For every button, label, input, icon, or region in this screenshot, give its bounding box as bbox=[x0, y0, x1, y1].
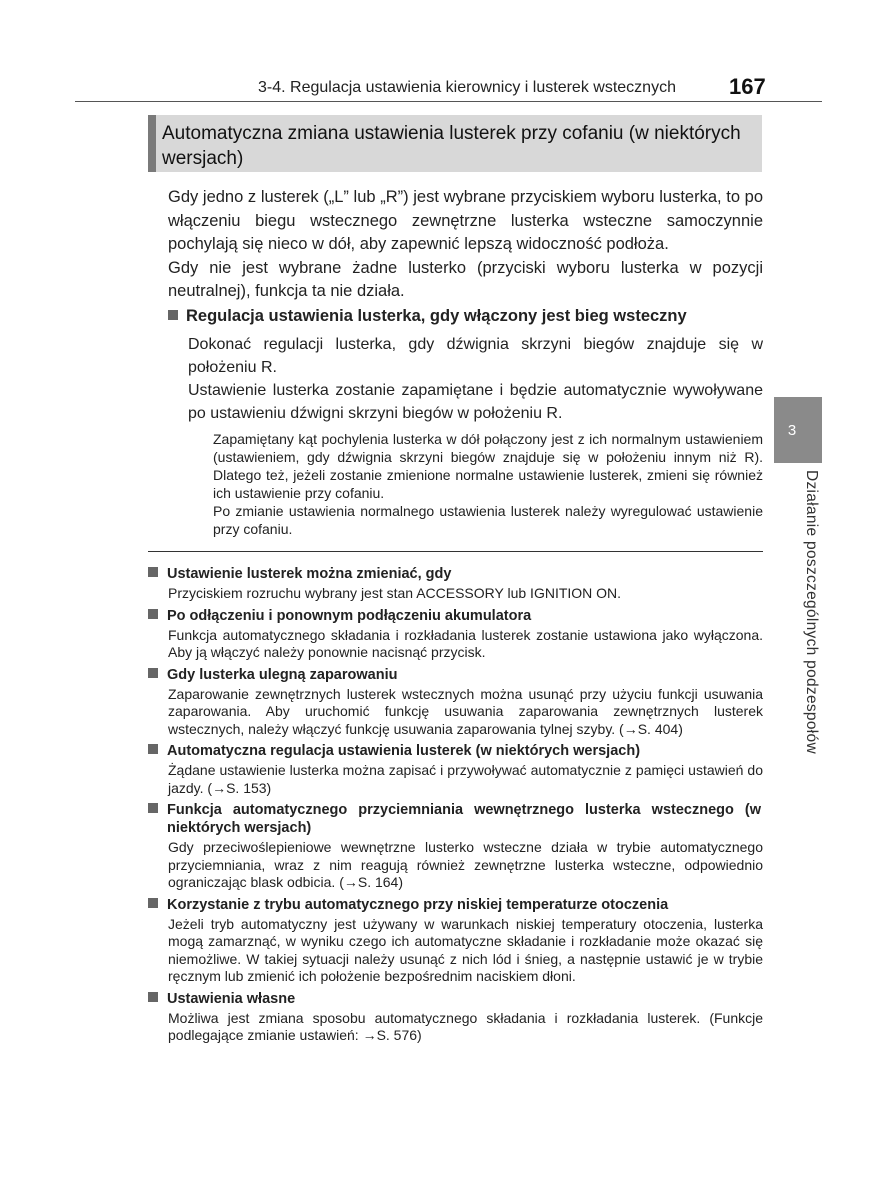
subsection-paragraph-1: Dokonać regulacji lusterka, gdy dźwignia skrzyni biegów znajduje się w położeniu R. bbox=[188, 336, 763, 376]
note-item bbox=[148, 607, 763, 662]
section-title-accent bbox=[148, 115, 156, 172]
note-item bbox=[148, 666, 763, 739]
note-item bbox=[148, 990, 763, 1045]
note-body: Możliwa jest zmiana sposobu automatycznego składania i rozkładania lusterek. (Funkcje podlegające zmianie ustawień: →S. 576) bbox=[168, 1009, 763, 1043]
note-heading bbox=[148, 666, 763, 684]
square-bullet-icon bbox=[148, 744, 158, 754]
square-bullet-icon bbox=[148, 898, 158, 908]
note-heading-text: Ustawienie lusterek można zmieniać, gdy bbox=[167, 566, 452, 582]
note-heading bbox=[148, 565, 763, 583]
note-heading bbox=[148, 896, 763, 914]
subsection-note bbox=[213, 430, 763, 538]
section-divider bbox=[148, 551, 763, 552]
note-heading-text: Korzystanie z trybu automatycznego przy niskiej temperaturze otoczenia bbox=[167, 896, 669, 913]
note-heading-text: Ustawienia własne bbox=[167, 990, 296, 1007]
note-heading-text: Po odłączeniu i ponownym podłączeniu akumulatora bbox=[167, 607, 532, 624]
notes-list bbox=[148, 565, 763, 1049]
subsection-note-2: Po zmianie ustawienia normalnego ustawienia lusterek należy wyregulować ustawienie przy cofaniu. bbox=[213, 503, 763, 537]
intro-text bbox=[168, 186, 763, 304]
note-heading-text: Automatyczna regulacja ustawienia lusterek (w niektórych wersjach) bbox=[167, 743, 641, 759]
note-item bbox=[148, 896, 763, 986]
note-item bbox=[148, 801, 763, 892]
subsection-heading-text: Regulacja ustawienia lusterka, gdy włączony jest bieg wsteczny bbox=[186, 307, 687, 325]
note-item bbox=[148, 742, 763, 797]
note-heading-text: Gdy lusterka ulegną zaparowaniu bbox=[167, 666, 398, 683]
note-heading bbox=[148, 607, 763, 625]
subsection-body bbox=[188, 333, 763, 425]
square-bullet-icon bbox=[148, 609, 158, 619]
square-bullet-icon bbox=[148, 668, 158, 678]
square-bullet-icon bbox=[148, 992, 158, 1002]
note-item bbox=[148, 565, 763, 603]
note-body: Jeżeli tryb automatyczny jest używany w warunkach niskiej temperatury otoczenia, lusterka mogą zamarznąć, w wyniku czego ich automatyczne składanie i rozkładanie może okazać się niemożliwe. W takiej sytuacji należy usunąć z nich lód i śnieg, a następnie ustawić je w trybie ręcznym lub zmienić ich położenie bezpośrednim naciskiem dłoni. bbox=[168, 915, 763, 984]
note-heading bbox=[148, 801, 763, 837]
chapter-tab bbox=[774, 397, 822, 463]
note-body: Żądane ustawienie lusterka można zapisać i przywoływać automatycznie z pamięci ustawień do jazdy. (→S. 153) bbox=[168, 762, 763, 796]
intro-paragraph-1: Gdy jedno z lusterek („L” lub „R”) jest wybrane przyciskiem wyboru lusterka, to po włączeniu biegu wstecznego zewnętrzne lusterka wsteczne samoczynnie pochylają się nieco w dół, aby zapewnić lepszą widoczność podłoża. bbox=[168, 188, 763, 253]
header-rule bbox=[75, 101, 822, 102]
page-number: 167 bbox=[729, 74, 766, 99]
note-body: Przyciskiem rozruchu wybrany jest stan ACCESSORY lub IGNITION ON. bbox=[168, 585, 622, 601]
subsection-heading bbox=[168, 307, 687, 326]
square-bullet-icon bbox=[148, 567, 158, 577]
chapter-side-label: Działanie poszczególnych podzespołów bbox=[803, 470, 820, 754]
running-header-title: 3-4. Regulacja ustawienia kierownicy i lusterek wstecznych bbox=[258, 79, 676, 96]
square-bullet-icon bbox=[168, 310, 178, 320]
square-bullet-icon bbox=[148, 803, 158, 813]
section-title: Automatyczna zmiana ustawienia lusterek przy cofaniu (w niektórych wersjach) bbox=[162, 123, 741, 169]
note-heading bbox=[148, 742, 763, 760]
chapter-tab-number: 3 bbox=[787, 422, 797, 439]
note-body: Gdy przeciwoślepieniowe wewnętrzne lusterko wsteczne działa w trybie automatycznego przyciemniania, wraz z nim reagują również zewnętrzne lusterka wsteczne, odpowiednio ograniczając blask odbicia. (→S. 164) bbox=[168, 839, 763, 890]
intro-paragraph-2: Gdy nie jest wybrane żadne lusterko (przyciski wyboru lusterka w pozycji neutralnej), funkcja ta nie działa. bbox=[168, 258, 763, 300]
note-heading-text: Funkcja automatycznego przyciemniania wewnętrznego lusterka wstecznego (w niektórych wersjach) bbox=[167, 802, 761, 836]
subsection-note-1: Zapamiętany kąt pochylenia lusterka w dół połączony jest z ich normalnym ustawieniem (ustawieniem, gdy dźwignia skrzyni biegów znajduje się w położeniu innym niż R). Dlatego też, jeżeli zostanie zmienione normalne ustawienie lusterek, zmieni się również ich ustawienie przy cofaniu. bbox=[213, 431, 763, 501]
note-body: Zaparowanie zewnętrznych lusterek wstecznych można usunąć przy użyciu funkcji usuwania zaparowania. Aby uruchomić funkcję usuwania zaparowania zewnętrznych lusterek wstecznych, należy włączyć funkcję usuwania zaparowania tylnej szyby. (→S. 404) bbox=[168, 685, 763, 737]
note-body: Funkcja automatycznego składania i rozkładania lusterek zostanie ustawiona jako wyłączona. Aby ją włączyć należy ponownie nacisnąć przycisk. bbox=[168, 626, 763, 660]
subsection-paragraph-2: Ustawienie lusterka zostanie zapamiętane i będzie automatycznie wywoływane po ustawieniu dźwigni skrzyni biegów w położeniu R. bbox=[188, 382, 763, 422]
note-heading bbox=[148, 990, 763, 1008]
